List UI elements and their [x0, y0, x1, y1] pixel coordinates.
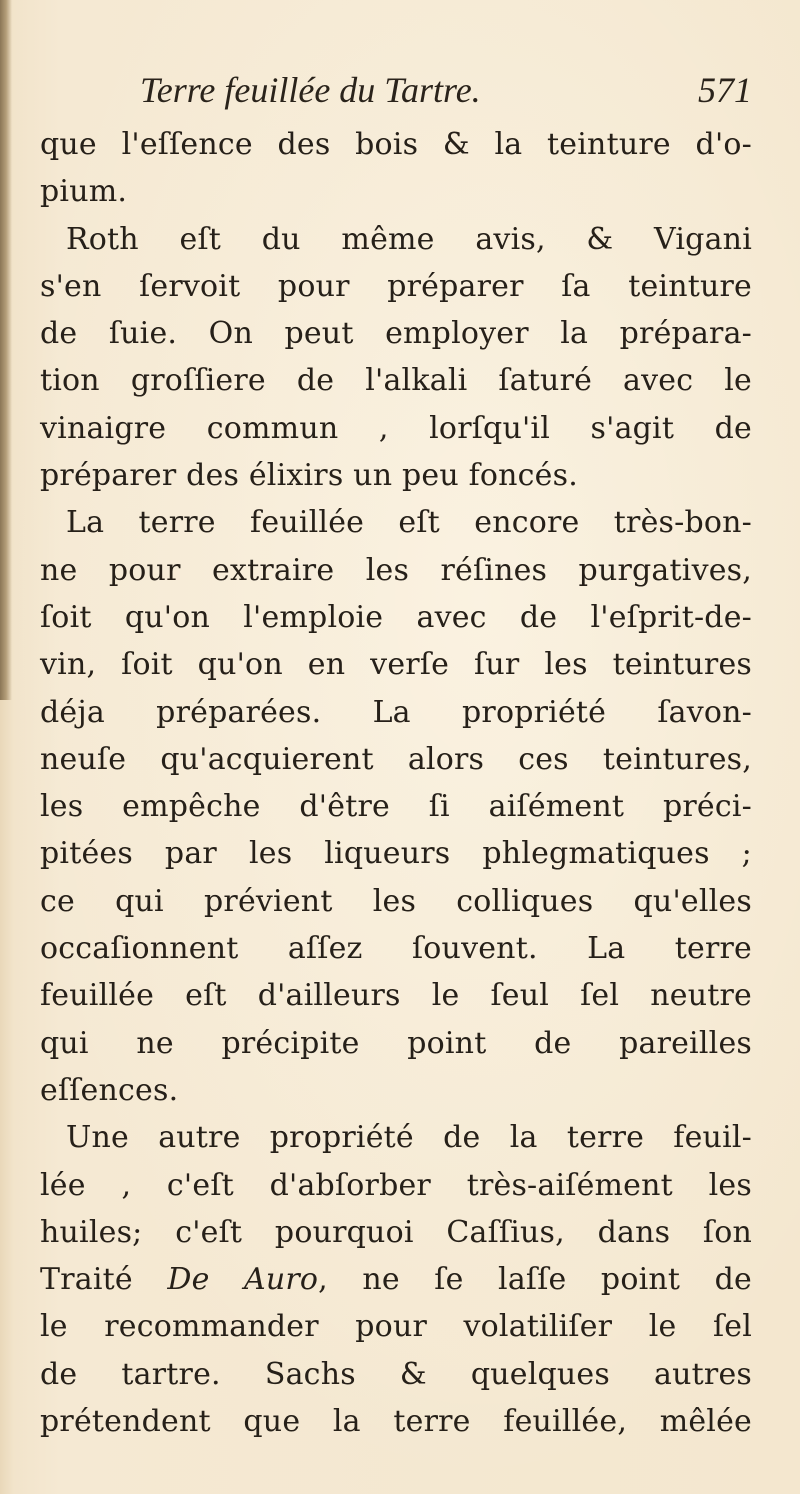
body-text	[40, 121, 752, 1445]
italic-title: De Auro	[167, 1262, 319, 1298]
text-line: Roth eſt du même avis, & Vigani	[66, 221, 752, 257]
text-line: ſoit qu'on l'emploie avec de l'eſprit-de-	[40, 599, 752, 635]
text-line: lée , c'eſt d'abſorber très-aiſément les	[40, 1167, 752, 1203]
text-line: de tartre. Sachs & quelques autres	[40, 1356, 752, 1392]
text-line: de ſuie. On peut employer la prépara-	[40, 316, 752, 352]
text-line: pium.	[40, 174, 128, 210]
text-line: qui ne précipite point de pareilles	[40, 1025, 752, 1061]
text-line	[40, 1256, 752, 1303]
text-line: pitées par les liqueurs phlegmatiques ;	[40, 836, 752, 872]
text-line: préparer des élixirs un peu foncés.	[40, 458, 578, 494]
text-line: prétendent que la terre feuillée, mêlée	[40, 1404, 752, 1440]
running-head	[40, 66, 752, 114]
text-line: huiles; c'eſt pourquoi Caſſius, dans ſon	[40, 1214, 752, 1250]
text-line: Une autre propriété de la terre feuil-	[66, 1120, 752, 1156]
text-line: s'en ſervoit pour préparer ſa teinture	[40, 268, 752, 304]
text-line: feuillée eſt d'ailleurs le ſeul ſel neutre	[40, 978, 752, 1014]
text-line: le recommander pour volatiliſer le ſel	[40, 1309, 752, 1345]
text-line: déja préparées. La propriété ſavon-	[40, 694, 752, 730]
text-line: vin, ſoit qu'on en verſe ſur les teintures	[40, 647, 752, 683]
binding-edge	[0, 0, 12, 700]
text-line: occaſionnent aſſez ſouvent. La terre	[40, 931, 752, 967]
text-line: La terre feuillée eſt encore très-bon-	[66, 505, 752, 541]
text-line: vinaigre commun , lorſqu'il s'agit de	[40, 410, 752, 446]
page-number: 571	[698, 70, 752, 110]
text-line: neuſe qu'acquierent alors ces teintures,	[40, 741, 752, 777]
text-line: que l'eſſence des bois & la teinture d'o-	[40, 127, 752, 162]
text-line: les empêche d'être ſi aiſément préci-	[40, 789, 752, 825]
text-line: ne pour extraire les réſines purgatives,	[40, 552, 752, 588]
text-line: tion groſſiere de l'alkali ſaturé avec le	[40, 363, 752, 399]
text-line: eſſences.	[40, 1072, 179, 1108]
text-line: ce qui prévient les colliques qu'elles	[40, 883, 752, 919]
text-segment: Traité	[40, 1262, 168, 1298]
running-title: Terre feuillée du Tartre.	[140, 70, 481, 110]
text-segment: , ne ſe laſſe point de	[318, 1262, 752, 1298]
